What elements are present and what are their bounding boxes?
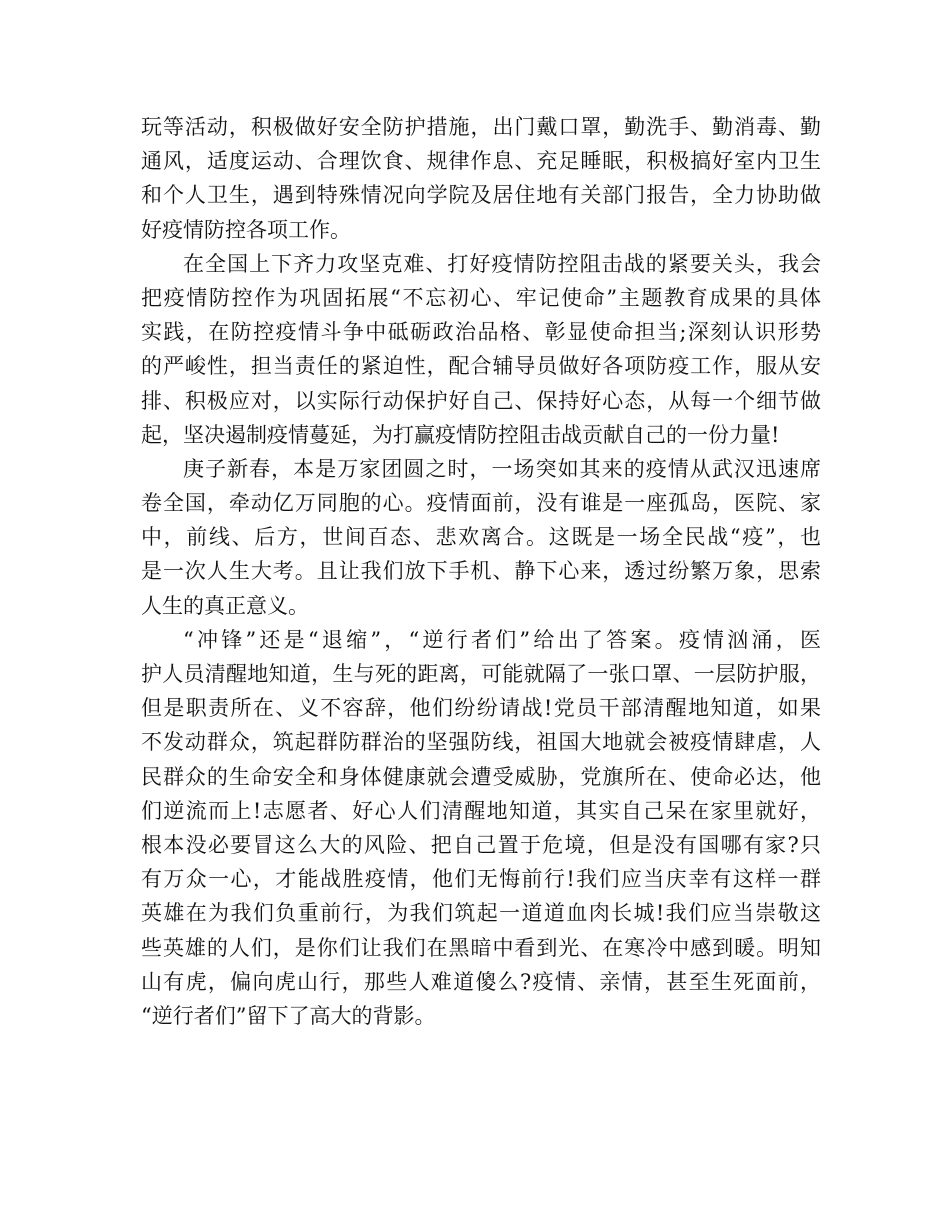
text-line: 庚子新春，本是万家团圆之时，一场突如其来的疫情从武汉迅速席 <box>183 456 821 481</box>
paragraph-4 <box>141 623 821 1033</box>
text-line: 玩等活动，积极做好安全防护措施，出门戴口罩，勤洗手、勤消毒、勤 <box>141 115 821 139</box>
text-line: 们逆流而上!志愿者、好心人们清醒地知道，其实自己呆在家里就好， <box>141 798 821 823</box>
paragraph-1 <box>141 110 821 247</box>
text-line: “冲锋”还是“退缩”，“逆行者们”给出了答案。疫情汹涌，医 <box>183 627 821 652</box>
text-line: 有万众一心，才能战胜疫情，他们无悔前行!我们应当庆幸有这样一群 <box>141 867 821 892</box>
text-line: 排、积极应对，以实际行动保护好自己、保持好心态，从每一个细节做 <box>141 388 821 413</box>
text-line: 实践，在防控疫情斗争中砥砺政治品格、彰显使命担当;深刻认识形势 <box>141 320 821 345</box>
text-line: 把疫情防控作为巩固拓展“不忘初心、牢记使命”主题教育成果的具体 <box>141 285 821 310</box>
text-line: 好疫情防控各项工作。 <box>141 217 351 242</box>
text-line: 人生的真正意义。 <box>141 593 309 618</box>
text-line: 英雄在为我们负重前行，为我们筑起一道道血肉长城!我们应当崇敬这 <box>141 901 821 926</box>
text-line: 在全国上下齐力攻坚克难、打好疫情防控阻击战的紧要关头，我会 <box>183 251 821 276</box>
text-line: 民群众的生命安全和身体健康就会遭受威胁，党旗所在、使命必达，他 <box>141 764 821 789</box>
paragraph-3 <box>141 452 821 623</box>
text-line: 通风，适度运动、合理饮食、规律作息、充足睡眠，积极搞好室内卫生 <box>141 149 821 174</box>
text-line: “逆行者们”留下了高大的背影。 <box>141 1003 436 1028</box>
text-line: 是一次人生大考。且让我们放下手机、静下心来，透过纷繁万象，思索 <box>141 559 821 584</box>
text-line: 的严峻性，担当责任的紧迫性，配合辅导员做好各项防疫工作，服从安 <box>141 354 821 379</box>
text-line: 不发动群众，筑起群防群治的坚强防线，祖国大地就会被疫情肆虐，人 <box>141 730 821 755</box>
paragraph-2 <box>141 247 821 452</box>
text-line: 卷全国，牵动亿万同胞的心。疫情面前，没有谁是一座孤岛，医院、家 <box>141 491 821 516</box>
text-line: 护人员清醒地知道，生与死的距离，可能就隔了一张口罩、一层防护服， <box>141 662 821 686</box>
text-line: 山有虎，偏向虎山行，那些人难道傻么?疫情、亲情，甚至生死面前， <box>141 969 821 994</box>
text-line: 根本没必要冒这么大的风险、把自己置于危境，但是没有国哪有家?只 <box>141 832 821 857</box>
text-line: 起，坚决遏制疫情蔓延，为打赢疫情防控阻击战贡献自己的一份力量! <box>141 422 780 447</box>
text-line: 些英雄的人们，是你们让我们在黑暗中看到光、在寒冷中感到暖。明知 <box>141 935 821 960</box>
text-line: 中，前线、后方，世间百态、悲欢离合。这既是一场全民战“疫”，也 <box>141 525 821 550</box>
document-body <box>141 110 821 1033</box>
text-line: 和个人卫生，遇到特殊情况向学院及居住地有关部门报告，全力协助做 <box>141 183 821 208</box>
text-line: 但是职责所在、义不容辞，他们纷纷请战!党员干部清醒地知道，如果 <box>141 696 821 721</box>
